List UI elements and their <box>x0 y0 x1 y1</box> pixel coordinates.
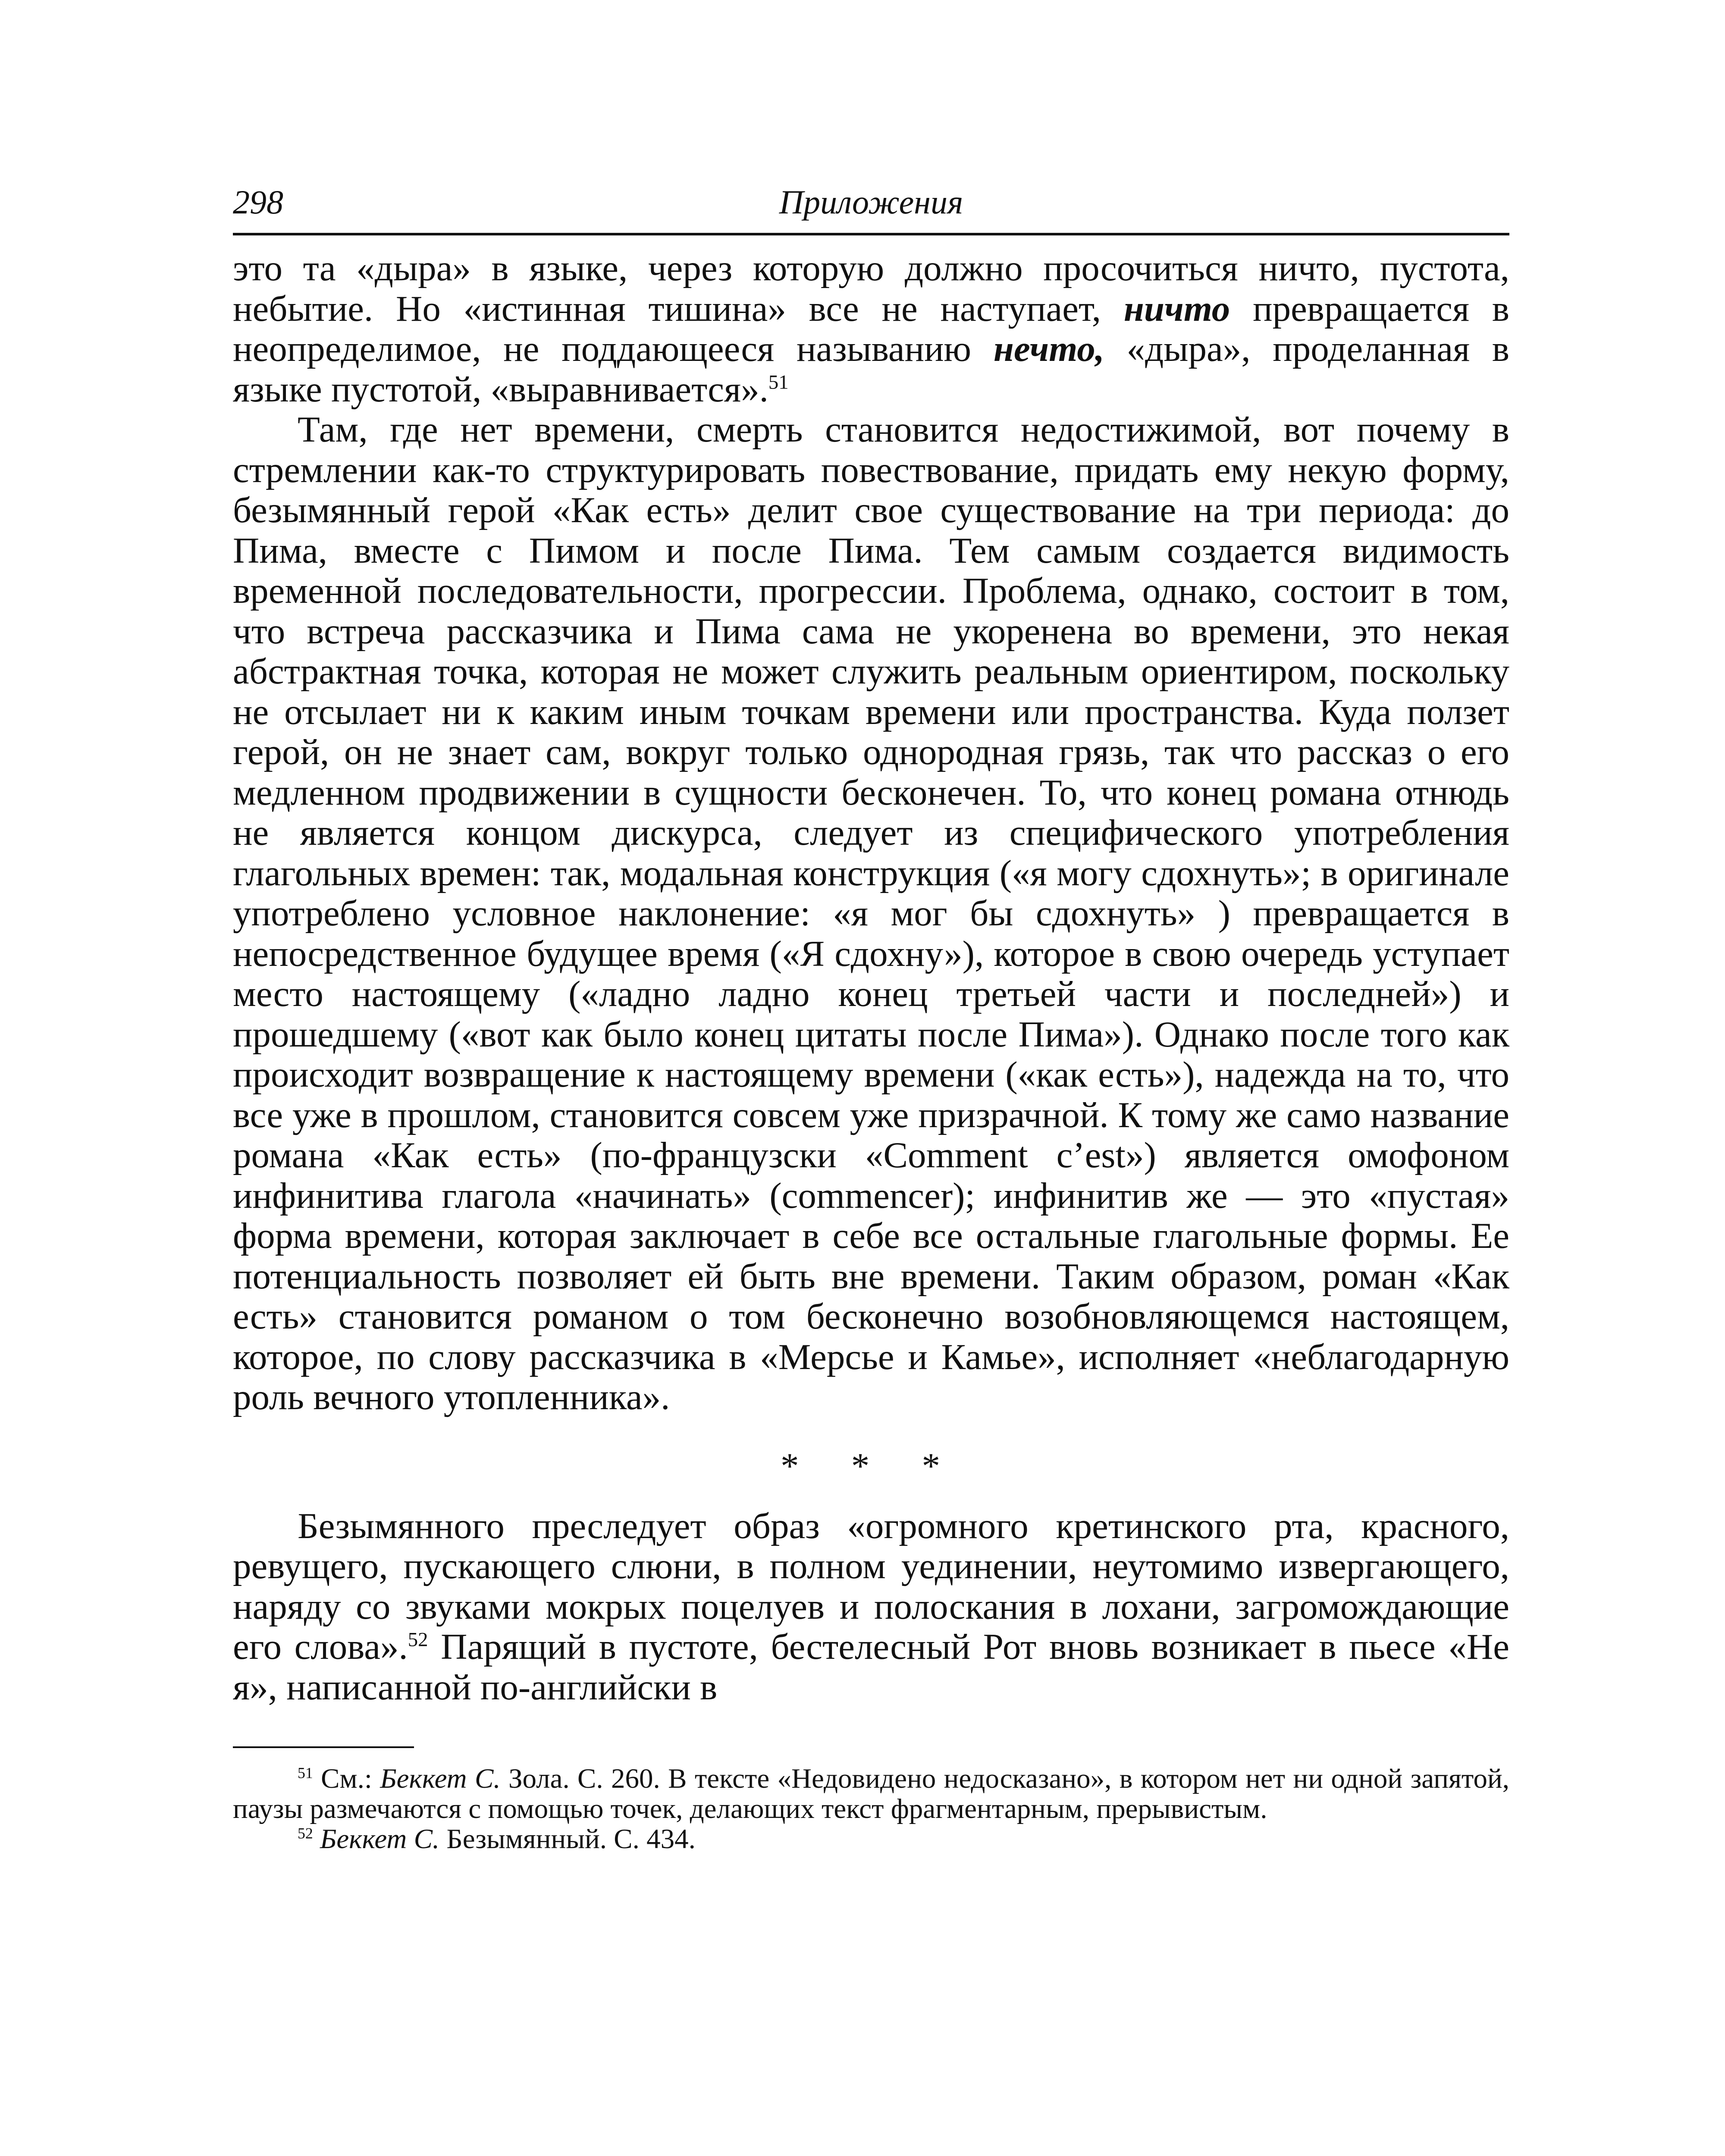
footnote-author: Беккет С. <box>380 1763 501 1794</box>
paragraph-1-text-c: «дыра», проделанная в языке пустотой, «выравнивается». <box>233 329 1510 410</box>
paragraph-1-text-b: превращается в неопределимое, не поддающееся называнию <box>233 288 1509 369</box>
emphasis-nichto: ничто <box>1123 288 1230 329</box>
footnote-number: 52 <box>298 1824 313 1842</box>
paragraph-2: Там, где нет времени, смерть становится недостижимой, вот почему в стремлении как-то структурировать повествование, придать ему некую форму, безымянный герой «Как есть» делит свое существование на три периода: до Пима, вместе с Пимом и после Пима. Тем самым создается видимость временной последовательности, прогрессии. Проблема, однако, состоит в том, что встреча рассказчика и Пима сама не укоренена во времени, это некая абстрактная точка, которая не может служить реальным ориентиром, поскольку не отсылает ни к каким иным точкам времени или пространства. Куда ползет герой, он не знает сам, вокруг только однородная грязь, так что рассказ о его медленном продвижении в сущности бесконечен. То, что конец романа отнюдь не является концом дискурса, следует из специфического употребления глагольных времен: так, модальная конструкция («я могу сдохнуть»; в оригинале употреблено условное наклонение: «я мог бы сдохнуть» ) превращается в непосредственное будущее время («Я сдохну»), которое в свою очередь уступает место настоящему («ладно ладно конец третьей части и последней») и прошедшему («вот как было конец цитаты после Пима»). Однако после того как происходит возвращение к настоящему времени («как есть»), надежда на то, что все уже в прошлом, становится совсем уже призрачной. К тому же само название романа «Как есть» (по-французски «Comment c’est») является омофоном инфинитива глагола «начинать» (commencer); инфинитив же — это «пустая» форма времени, которая заключает в себе все остальные глагольные формы. Ее потенциальность позволяет ей быть вне времени. Таким образом, роман «Как есть» становится романом о том бесконечно возобновляющемся настоящем, которое, по слову рассказчика в «Мерсье и Камье», исполняет «неблагодарную роль вечного утопленника». <box>233 409 1509 1417</box>
page-header <box>233 181 1509 235</box>
footnote-ref-52: 52 <box>408 1628 428 1651</box>
section-separator: * * * <box>781 1445 962 1486</box>
body-text <box>233 248 1509 1708</box>
footnote-52 <box>233 1824 1509 1854</box>
footnote-text: Зола. С. 260. В тексте «Недовидено недосказано», в котором нет ни одной запятой, паузы размечаются с помощью точек, делающих текст фрагментарным, прерывистым. <box>233 1763 1510 1824</box>
footnote-prefix <box>313 1824 320 1855</box>
book-page <box>233 181 1509 1854</box>
footnote-author: Беккет С. <box>320 1824 440 1855</box>
paragraph-1 <box>233 248 1509 410</box>
paragraph-3 <box>233 1506 1509 1708</box>
running-title: Приложения <box>779 183 963 221</box>
paragraph-3-text-b: Парящий в пустоте, бестелесный Рот вновь возникает в пьесе «Не я», написанной по-английски в <box>233 1626 1510 1708</box>
footnote-number: 51 <box>298 1764 313 1782</box>
emphasis-nechto: нечто, <box>993 329 1104 369</box>
footnote-ref-51: 51 <box>768 371 789 394</box>
page-number: 298 <box>233 183 283 221</box>
footnote-text: Безымянный. С. 434. <box>439 1824 696 1855</box>
footnote-prefix: См.: <box>313 1763 380 1794</box>
footnote-divider <box>233 1746 414 1748</box>
paragraph-1-text-a: это та «дыра» в языке, через которую должно просочиться ничто, пустота, небытие. Но «истинная тишина» все не наступает, <box>233 248 1509 329</box>
footnotes <box>233 1764 1509 1854</box>
paragraph-3-text-a: Безымянного преследует образ «огромного кретинского рта, красного, ревущего, пускающего слюни, в полном уединении, неутомимо извергающего, наряду со звуками мокрых поцелуев и полоскания в лохани, загромождающие его слова». <box>233 1505 1509 1667</box>
footnote-51 <box>233 1764 1509 1824</box>
